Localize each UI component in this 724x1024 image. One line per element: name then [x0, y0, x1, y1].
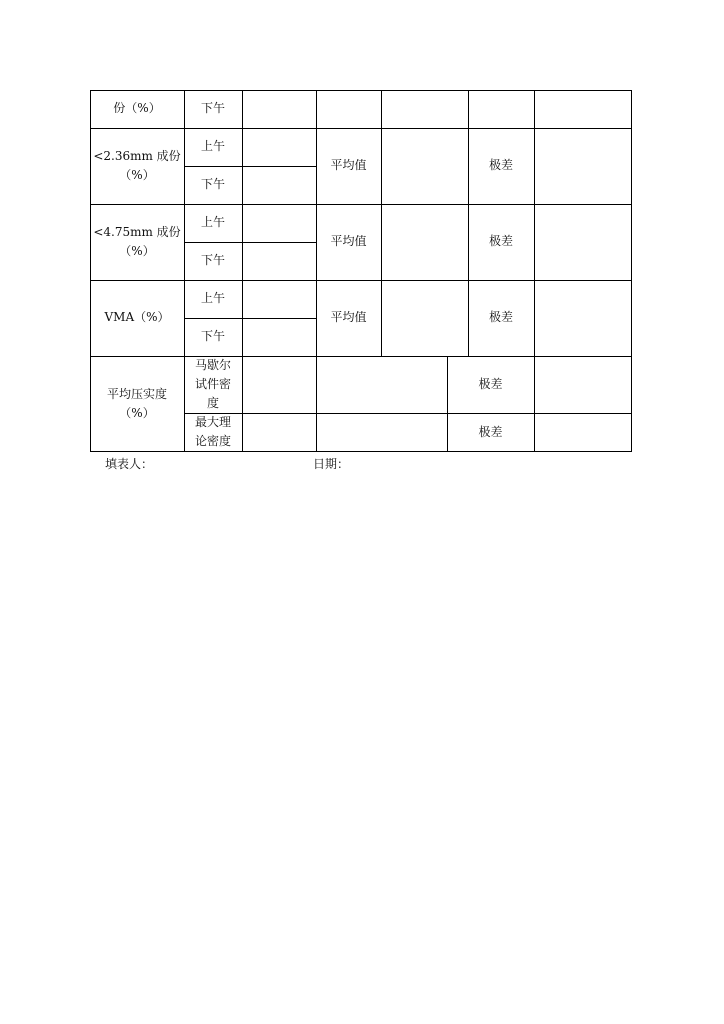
range-label: 极差 — [488, 310, 513, 324]
period-pm: 下午 — [200, 329, 225, 343]
row-label-475-unit: （%） — [119, 244, 155, 258]
average-label: 平均值 — [330, 310, 367, 324]
max-theoretical-density-label: 论密度 — [194, 434, 231, 448]
marshall-density-label: 度 — [206, 396, 219, 410]
row-label-compaction: 平均压实度 — [106, 387, 167, 401]
range-label: 极差 — [488, 158, 513, 172]
marshall-density-label: 马歇尔 — [194, 358, 231, 372]
table-subrow-divider — [184, 318, 316, 319]
table-col-divider — [534, 90, 535, 452]
table-subrow-divider — [184, 166, 316, 167]
average-label: 平均值 — [330, 234, 367, 248]
table-col-divider — [316, 90, 317, 452]
range-label: 极差 — [478, 425, 503, 439]
period-pm: 下午 — [200, 177, 225, 191]
filler-label: 填表人： — [105, 457, 154, 471]
range-label: 极差 — [478, 377, 503, 391]
table-subrow-divider — [184, 242, 316, 243]
table-row-divider — [90, 356, 632, 357]
row-label-475: <4.75mm 成份 — [93, 225, 181, 239]
average-label: 平均值 — [330, 158, 367, 172]
table-border-right — [631, 90, 632, 452]
period-am: 上午 — [200, 139, 225, 153]
row-label-vma: VMA（%） — [104, 310, 170, 324]
table-col-divider — [242, 90, 243, 452]
table-border-top — [90, 90, 632, 91]
period-pm: 下午 — [200, 101, 225, 115]
row-label-fraction: 份（%） — [113, 101, 161, 115]
period-am: 上午 — [200, 215, 225, 229]
marshall-density-label: 试件密 — [194, 377, 231, 391]
table-row-divider — [90, 280, 632, 281]
row-label-236: <2.36mm 成份 — [93, 149, 181, 163]
table-subrow-divider — [184, 413, 632, 414]
table-row-divider — [90, 128, 632, 129]
row-label-236-unit: （%） — [119, 168, 155, 182]
period-pm: 下午 — [200, 253, 225, 267]
max-theoretical-density-label: 最大理 — [194, 415, 231, 429]
date-label: 日期： — [313, 457, 350, 471]
table-row-divider — [90, 204, 632, 205]
data-table — [90, 90, 632, 452]
row-label-compaction-unit: （%） — [119, 406, 155, 420]
period-am: 上午 — [200, 291, 225, 305]
table-border-bottom — [90, 451, 632, 452]
table-col-divider — [381, 90, 382, 356]
range-label: 极差 — [488, 234, 513, 248]
